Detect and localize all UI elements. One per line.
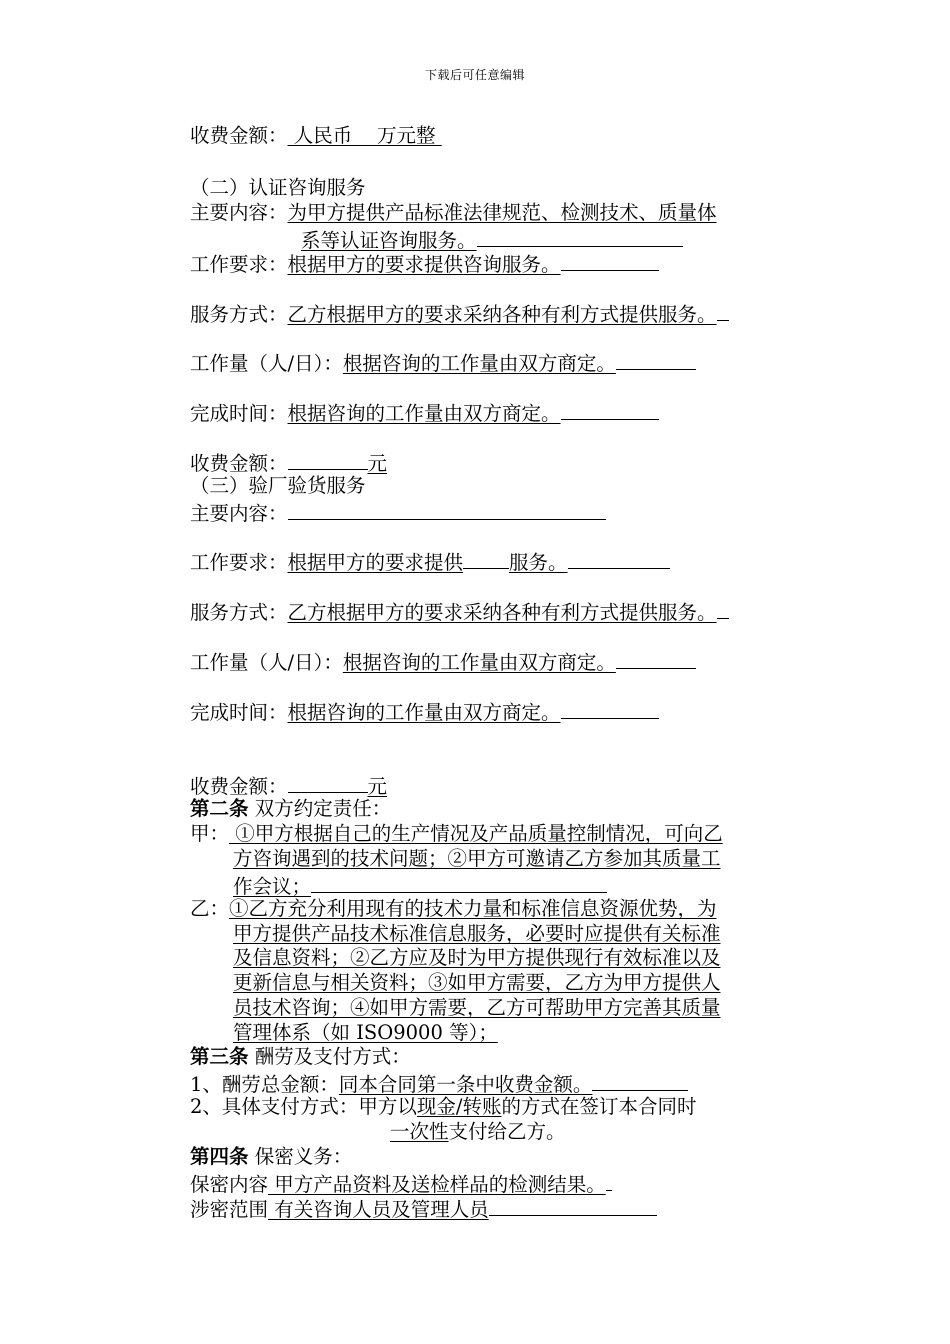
art3-item2-once: 一次性 [390, 1120, 449, 1143]
art2-jia-line2 [233, 847, 721, 871]
s3-mode-label: 服务方式： [190, 601, 288, 624]
s2-time-label: 完成时间： [190, 402, 288, 425]
art2-jia-text-3: 作会议； [233, 875, 312, 898]
art2-jia-text-2: 方咨询遇到的技术问题；②甲方可邀请乙方参加其质量工 [233, 847, 721, 870]
s2-content-value-2: 系等认证咨询服务。 [301, 229, 477, 252]
art2-jia-label: 甲： [190, 822, 230, 845]
blank-underline [463, 548, 509, 569]
art2-yi-text-5: 员技术咨询；④如甲方需要，乙方可帮助甲方完善其质量 [233, 996, 721, 1019]
blank-underline [568, 548, 670, 569]
s2-mode-value: 乙方根据甲方的要求采纳各种有利方式提供服务。 [287, 303, 717, 326]
art4-scope-label: 涉密范围 [190, 1198, 269, 1221]
art3-title: 第三条 [190, 1045, 249, 1068]
art4-title: 第四条 [190, 1145, 249, 1168]
s3-time-value: 根据咨询的工作量由双方商定。 [287, 701, 561, 724]
art3-item2-text-a: 2、具体支付方式：甲方以 [190, 1095, 417, 1118]
blank-underline [561, 399, 659, 420]
blank-underline [561, 250, 659, 271]
s3-work-value: 根据咨询的工作量由双方商定。 [342, 651, 616, 674]
art2-yi-text-6: 管理体系（如 ISO9000 等）； [233, 1021, 498, 1044]
art3-item2-line1 [190, 1095, 697, 1119]
s3-req-label: 工作要求： [190, 551, 288, 574]
blank-underline [288, 449, 368, 470]
s2-work-value: 根据咨询的工作量由双方商定。 [342, 352, 616, 375]
blank-underline [717, 598, 729, 619]
art2-yi-line3 [233, 946, 721, 970]
s2-content-value-1: 为甲方提供产品标准法律规范、检测技术、质量体 [287, 201, 717, 224]
s2-fee-line [190, 449, 387, 476]
art3-item2-text-e: 支付给乙方。 [448, 1120, 566, 1143]
art3-item2-method: 现金/转账 [416, 1095, 502, 1118]
s3-work-label: 工作量（人/日）： [190, 651, 343, 674]
s2-fee-label: 收费金额： [190, 452, 288, 475]
art3-item2-line2 [390, 1120, 566, 1144]
s2-fee-unit: 元 [367, 452, 388, 475]
blank-underline [717, 300, 729, 321]
s2-time-value: 根据咨询的工作量由双方商定。 [287, 402, 561, 425]
art3-item1 [190, 1070, 688, 1097]
s2-content-label: 主要内容： [190, 201, 288, 224]
blank-underline [592, 1070, 688, 1091]
blank-underline [311, 872, 607, 893]
s2-time-line [190, 399, 659, 426]
art3-heading [190, 1045, 411, 1069]
blank-underline [561, 698, 659, 719]
art2-yi-line5 [233, 996, 721, 1020]
s3-content-line [190, 499, 606, 526]
blank-underline [616, 349, 696, 370]
art2-jia-text-1: ①甲方根据自己的生产情况及产品质量控制情况，可向乙 [229, 822, 723, 845]
art4-scope-line [190, 1195, 657, 1222]
s3-work-line [190, 648, 696, 675]
art3-item2-text-c: 的方式在签订本合同时 [501, 1095, 697, 1118]
blank-underline [616, 648, 696, 669]
s3-fee-unit: 元 [367, 775, 388, 798]
art2-jia-line3 [233, 872, 607, 899]
s3-time-line [190, 698, 659, 725]
blank-underline [489, 1195, 657, 1216]
art3-title-rest: 酬劳及支付方式： [248, 1045, 411, 1068]
s3-heading: （三）验厂验货服务 [190, 474, 366, 497]
s3-mode-line [190, 598, 729, 625]
s3-fee-label: 收费金额： [190, 775, 288, 798]
s3-content-label: 主要内容： [190, 502, 288, 525]
s3-time-label: 完成时间： [190, 701, 288, 724]
blank-underline [477, 226, 683, 247]
s3-req-line [190, 548, 670, 575]
s2-work-line [190, 349, 696, 376]
art3-item1-label: 1、酬劳总金额： [190, 1073, 339, 1096]
art2-yi-text-1: ①乙方充分利用现有的技术力量和标准信息资源优势，为 [229, 897, 717, 920]
art2-yi-text-4: 更新信息与相关资料；③如甲方需要，乙方为甲方提供人 [233, 971, 721, 994]
s2-req-label: 工作要求： [190, 253, 288, 276]
s2-work-label: 工作量（人/日）： [190, 352, 343, 375]
s3-mode-value: 乙方根据甲方的要求采纳各种有利方式提供服务。 [287, 601, 717, 624]
art2-yi-text-2: 甲方提供产品技术标准信息服务，必要时应提供有关标准 [233, 922, 721, 945]
art4-content-label: 保密内容 [190, 1173, 269, 1196]
s2-mode-line [190, 300, 729, 327]
s2-req-line [190, 250, 659, 277]
s3-req-value-a: 根据甲方的要求提供 [287, 551, 464, 574]
blank-underline [288, 499, 606, 520]
art4-heading [190, 1145, 352, 1169]
art2-yi-line2 [233, 922, 721, 946]
art2-title: 第二条 [190, 797, 249, 820]
art4-content-line [190, 1170, 612, 1197]
s3-req-value-b: 服务。 [509, 551, 568, 574]
art2-yi-line6 [233, 1021, 498, 1045]
art4-scope-value: 有关咨询人员及管理人员 [268, 1198, 489, 1221]
s3-fee-line [190, 772, 387, 799]
s1-fee-label: 收费金额： [190, 124, 288, 147]
blank-underline [288, 772, 368, 793]
art4-title-rest: 保密义务： [248, 1145, 353, 1168]
s2-req-value: 根据甲方的要求提供咨询服务。 [287, 253, 561, 276]
s1-fee-value: 人民币 万元整 [287, 124, 442, 147]
art2-title-rest: 双方约定责任： [248, 797, 392, 820]
page-header: 下载后可任意编辑 [424, 68, 525, 82]
art4-content-value: 甲方产品资料及送检样品的检测结果。 [268, 1173, 606, 1196]
art2-jia-line1 [190, 822, 723, 846]
blank-underline [606, 1170, 612, 1191]
s2-content-line1 [190, 201, 717, 225]
art2-heading [190, 797, 391, 821]
art2-yi-line1 [190, 897, 717, 921]
s2-mode-label: 服务方式： [190, 303, 288, 326]
s2-heading: （二）认证咨询服务 [190, 176, 366, 199]
art3-item1-value: 同本合同第一条中收费金额。 [338, 1073, 593, 1096]
art2-yi-line4 [233, 971, 721, 995]
s1-fee-line [190, 124, 442, 148]
art2-yi-text-3: 及信息资料；②乙方应及时为甲方提供现行有效标准以及 [233, 946, 721, 969]
s2-content-line2 [301, 226, 683, 253]
art2-yi-label: 乙： [190, 897, 230, 920]
